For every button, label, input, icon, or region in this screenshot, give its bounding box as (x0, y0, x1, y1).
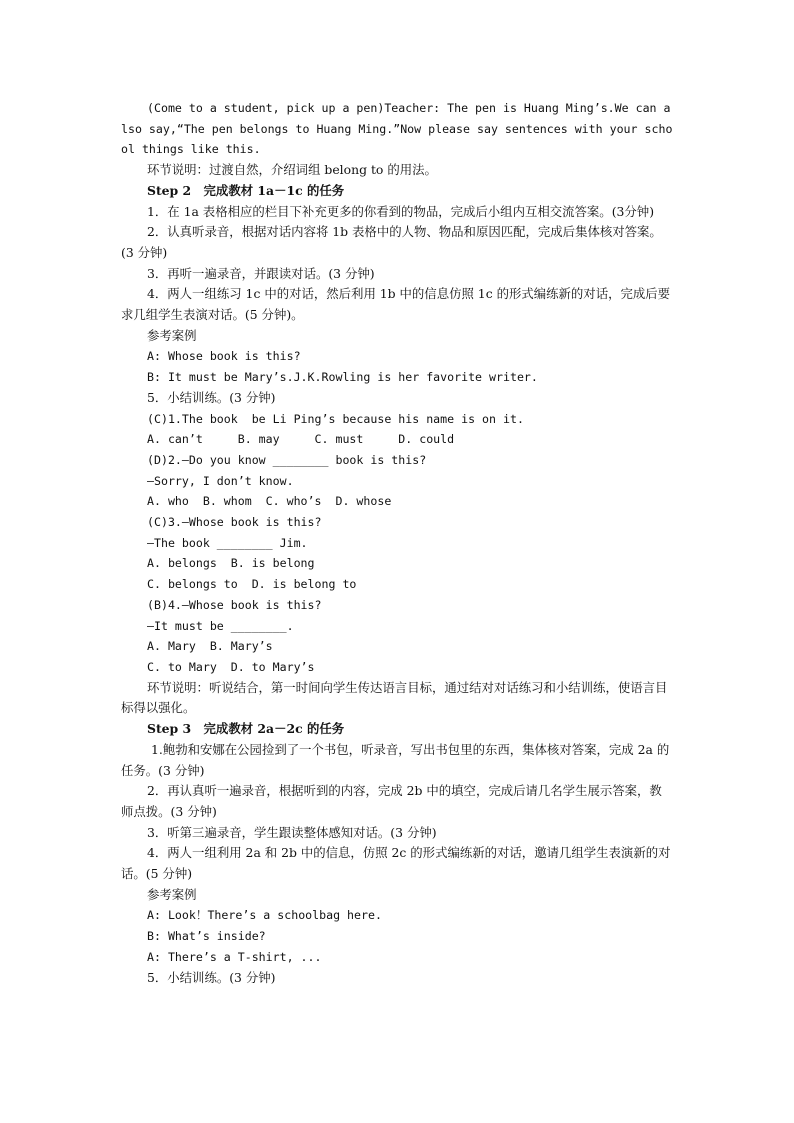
paragraph-l1: (Come to a student, pick up a pen)Teacher: The pen is Huang Ming’s.We can also say,“The pen belongs to Huang Ming.”Now please say sentences with your school things like this. (121, 101, 673, 157)
paragraph-l30: 4．两人一组利用 2a 和 2b 中的信息，仿照 2c 的形式编练新的对话，邀请几组学生表演新的对话。(5 分钟) (121, 845, 671, 882)
paragraph-l4: 1．在 1a 表格相应的栏目下补充更多的你看到的物品，完成后小组内互相交流答案。(3分钟) (147, 203, 655, 219)
paragraph-l2: 环节说明：过渡自然，介绍词组 belong to 的用法。 (147, 162, 437, 178)
paragraph-l32: A: Look！There’s a schoolbag here. (147, 908, 382, 923)
paragraph-l14: (D)2.—Do you know ________ book is this? (147, 452, 427, 467)
paragraph-l35: 5．小结训练。(3 分钟) (147, 969, 276, 985)
paragraph-l11: 5．小结训练。(3 分钟) (147, 389, 276, 405)
paragraph-l3: Step 2 完成教材 1a－1c 的任务 (147, 182, 345, 198)
paragraph-l7: 4．两人一组练习 1c 中的对话，然后利用 1b 中的信息仿照 1c 的形式编练新的对话，完成后要求几组学生表演对话。(5 分钟)。 (121, 286, 671, 323)
paragraph-l6: 3．再听一遍录音，并跟读对话。(3 分钟) (147, 265, 375, 281)
paragraph-l19: A. belongs B. is belong (147, 556, 315, 571)
paragraph-l23: A. Mary B. Mary’s (147, 639, 273, 654)
paragraph-l15: —Sorry, I don’t know. (147, 473, 294, 488)
paragraph-l21: (B)4.—Whose book is this? (147, 597, 322, 612)
paragraph-l27: 1.鲍勃和安娜在公园捡到了一个书包，听录音，写出书包里的东西，集体核对答案，完成 2a 的任务。(3 分钟) (121, 741, 670, 778)
paragraph-l13: A. can’t B. may C. must D. could (147, 432, 455, 447)
paragraph-l25: 环节说明：听说结合，第一时间向学生传达语言目标，通过结对对话练习和小结训练，使语言目标得以强化。 (121, 679, 668, 716)
paragraph-l10: B: It must be Mary’s.J.K.Rowling is her favorite writer. (147, 370, 538, 385)
document-body (121, 98, 674, 988)
paragraph-l24: C. to Mary D. to Mary’s (147, 659, 315, 674)
paragraph-l28: 2．再认真听一遍录音，根据听到的内容，完成 2b 中的填空，完成后请几名学生展示答案，教师点拨。(3 分钟) (121, 783, 662, 819)
paragraph-l26: Step 3 完成教材 2a－2c 的任务 (147, 721, 345, 737)
paragraph-l33: B: What’s inside? (147, 929, 266, 944)
paragraph-l12: (C)1.The book be Li Ping’s because his name is on it. (147, 411, 524, 426)
paragraph-l18: —The book ________ Jim. (147, 535, 308, 550)
paragraph-l29: 3．听第三遍录音，学生跟读整体感知对话。(3 分钟) (147, 824, 437, 840)
paragraph-l16: A. who B. whom C. who’s D. whose (147, 494, 392, 509)
paragraph-l17: (C)3.—Whose book is this? (147, 515, 322, 530)
paragraph-l20: C. belongs to D. is belong to (147, 577, 357, 592)
paragraph-l8: 参考案例 (147, 327, 197, 343)
paragraph-l5: 2．认真听录音，根据对话内容将 1b 表格中的人物、物品和原因匹配，完成后集体核对答案。(3 分钟) (121, 224, 662, 260)
paragraph-l22: —It must be ________. (147, 618, 294, 633)
paragraph-l9: A: Whose book is this? (147, 349, 301, 364)
paragraph-l31: 参考案例 (147, 886, 197, 902)
paragraph-l34: A: There’s a T-shirt, ... (147, 949, 322, 964)
